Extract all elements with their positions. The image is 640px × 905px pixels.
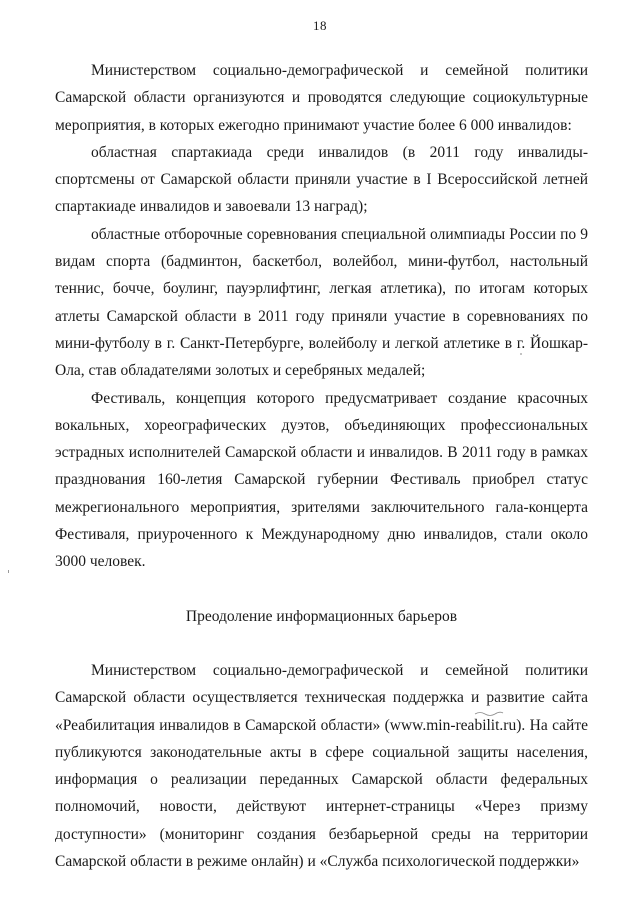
section-heading: Преодоление информационных барьеров <box>185 607 458 625</box>
scan-artifact-dot <box>520 353 522 355</box>
paragraph-spartakiada: областная спартакиада среди инвалидов (в 2011 году инвалиды-спортсмены от Самарской области приняли участие в I Всероссийской летней спартакиаде инвалидов и завоевали 13 наград); <box>55 143 588 216</box>
scan-artifact-squiggle <box>474 711 504 717</box>
paragraph-website: Министерством социально-демографической и семейной политики Самарской области осуществляется техническая поддержка и развитие сайта «Реабилитация инвалидов в Самарской области» (www.min-reabilit.ru). На сайте публикуются законодательные акты в сфере социальной защиты населения, информация о реализации переданных Самарской области федеральных полномочий, новости, действуют интернет-страницы «Через призму доступности» (мониторинг создания безбарьерной среды на территории Самарской области в режиме онлайн) и «Служба психологической поддержки» <box>55 661 588 871</box>
scan-artifact-mark <box>8 570 9 573</box>
page-number: 18 <box>313 18 327 33</box>
paragraph-special-olympics: областные отборочные соревнования специальной олимпиады России по 9 видам спорта (бадминтон, баскетбол, волейбол, мини-футбол, настольный теннис, бочче, боулинг, пауэрлифтинг, легкая атлетика), по итогам которых атлеты Самарской области в 2011 году приняли участие в соревнованиях по мини-футболу в г. Санкт-Петербурге, волейболу и легкой атлетике в г. Йошкар-Ола, став обладателями золотых и серебряных медалей; <box>55 225 588 380</box>
section-spacer <box>55 576 588 603</box>
document-body <box>55 57 588 875</box>
section-spacer <box>55 630 588 657</box>
paragraph-intro: Министерством социально-демографической и семейной политики Самарской области организуются и проводятся следующие социокультурные мероприятия, в которых ежегодно принимают участие более 6 000 инвалидов: <box>55 62 588 134</box>
paragraph-festival: Фестиваль, концепция которого предусматривает создание красочных вокальных, хореографических дуэтов, объединяющих профессиональных эстрадных исполнителей Самарской области и инвалидов. В 2011 году в рамках празднования 160-летия Самарской губернии Фестиваль приобрел статус межрегионального мероприятия, зрителями заключительного гала-концерта Фестиваля, приуроченного к Международному дню инвалидов, стали около 3000 человек. <box>55 389 588 571</box>
